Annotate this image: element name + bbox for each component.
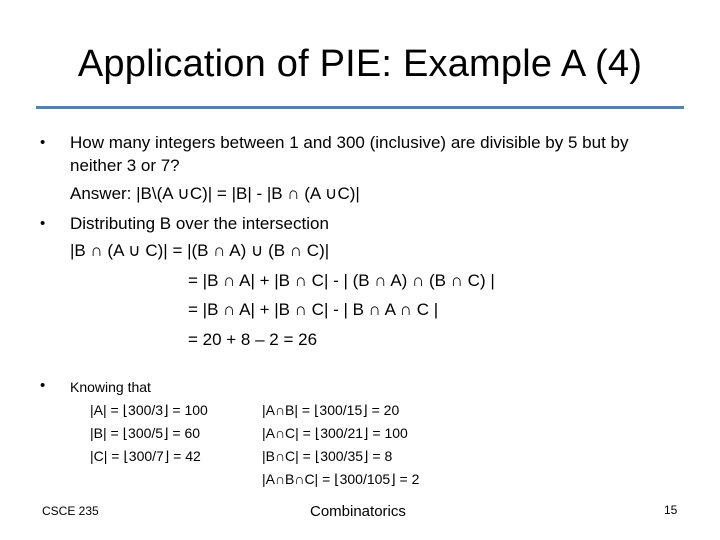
footer-course: CSCE 235 [42,504,99,518]
equation-line-1: |B ∩ (A ∪ C)| = |(B ∩ A) ∪ (B ∩ C)| [70,241,330,260]
bullet-3: • [40,377,46,394]
count-a-and-c: |A∩C| = ⌊300/21⌋ = 100 [262,425,408,441]
slide-title: Application of PIE: Example A (4) [77,43,643,85]
bullet-1: • [40,134,46,151]
count-b: |B| = ⌊300/5⌋ = 60 [90,425,201,441]
equation-line-3: = |B ∩ A| + |B ∩ C| - | B ∩ A ∩ C | [188,300,439,319]
count-a-b-and-c: |A∩B∩C| = ⌊300/105⌋ = 2 [262,471,420,487]
question-line-1: How many integers between 1 and 300 (inclusive) are divisible by 5 but by [70,133,629,152]
count-a-and-b: |A∩B| = ⌊300/15⌋ = 20 [262,402,400,418]
count-b-and-c: |B∩C| = ⌊300/35⌋ = 8 [262,448,393,464]
knowing-heading: Knowing that [70,379,151,395]
distributing-line: Distributing B over the intersection [70,214,329,233]
footer-topic: Combinatorics [310,503,406,520]
equation-line-2: = |B ∩ A| + |B ∩ C| - | (B ∩ A) ∩ (B ∩ C) | [188,271,495,290]
equation-line-4: = 20 + 8 – 2 = 26 [188,330,318,349]
footer-page-number: 15 [664,503,678,517]
answer-line: Answer: |B\(A ∪C)| = |B| - |B ∩ (A ∪C)| [70,184,360,203]
count-c: |C| = ⌊300/7⌋ = 42 [90,448,201,464]
bullet-2: • [40,215,46,232]
question-line-2: neither 3 or 7? [70,156,180,175]
title-divider [36,106,684,109]
count-a: |A| = ⌊300/3⌋ = 100 [90,402,208,418]
